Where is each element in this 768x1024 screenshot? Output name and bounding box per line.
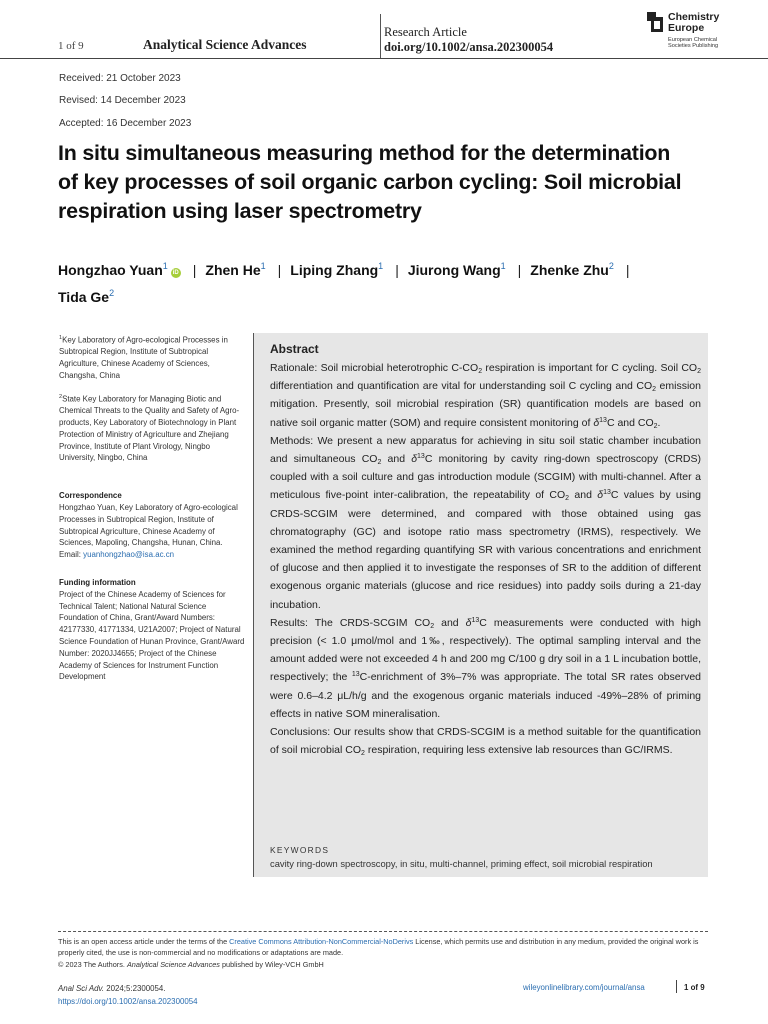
keywords-list: cavity ring-down spectroscopy, in situ, multi-channel, priming effect, soil microbial respiration bbox=[270, 858, 653, 869]
header-doi-link[interactable]: doi.org/10.1002/ansa.202300054 bbox=[384, 40, 554, 54]
correspondence-text: Hongzhao Yuan, Key Laboratory of Agro-ecological Processes in Subtropical Region, Institute of Subtropical Agriculture, Chinese Academy of Sciences, Mapoling, Changsha, Hunan, China. Email: yuanhongzhao@isa.ac.cn bbox=[59, 503, 238, 560]
revised-date: Revised: 14 December 2023 bbox=[59, 95, 186, 106]
abstract-box-border bbox=[253, 333, 254, 877]
author-separator: | bbox=[395, 262, 399, 278]
funding-text: Project of the Chinese Academy of Sciences for Technical Talent; National Natural Science Foundation of China, Grant/Award Numbers: 42177330, 41771334, U21A2007; Project of Natural Science Foundation of Hunan Province, Grant/Award Number: 2020JJ4655; Project of the Chinese Academy of Sciences for Instrument Function Development bbox=[59, 589, 245, 682]
abstract-heading: Abstract bbox=[270, 342, 319, 356]
logo-name-line2: Europe bbox=[668, 22, 705, 34]
page-number: 1 of 9 bbox=[58, 40, 84, 52]
title-line: In situ simultaneous measuring method for the determination bbox=[58, 141, 671, 165]
journal-name: Analytical Science Advances bbox=[143, 37, 307, 52]
author-separator: | bbox=[625, 262, 630, 278]
author[interactable]: Hongzhao Yuan$^1$iD bbox=[58, 261, 179, 278]
title-line: of key processes of soil organic carbon cycling: Soil microbial bbox=[58, 170, 682, 194]
footer-doi-link[interactable]: https://doi.org/10.1002/ansa.202300054 bbox=[58, 997, 198, 1006]
accepted-date: Accepted: 16 December 2023 bbox=[59, 118, 192, 129]
chemistry-europe-logo-icon bbox=[647, 12, 663, 32]
license-link[interactable]: Creative Commons Attribution-NonCommercial-NoDerivs bbox=[229, 937, 414, 946]
author-separator: | bbox=[192, 262, 197, 278]
journal-website-link[interactable]: wileyonlinelibrary.com/journal/ansa bbox=[523, 983, 645, 992]
author[interactable]: Zhen He$^1$ bbox=[205, 261, 266, 278]
header-rule bbox=[0, 58, 768, 59]
abstract-rationale: Rationale: Soil microbial heterotrophic $C-CO_2$ respiration is important for C cycling. Soil $CO_2$ differentiation and quantification are vital for understanding soil C cycling and $CO_2$ emission mitigation. Presently, soil microbial respiration (SR) quantification models are based on native soil organic matter (SOM) and require consistent monitoring of $\delta^{13}C$ and $CO_2$. bbox=[270, 362, 701, 430]
funding-heading: Funding information bbox=[59, 578, 136, 587]
author-separator: | bbox=[277, 262, 282, 278]
author-separator: | bbox=[517, 262, 522, 278]
abstract-results: Results: The CRDS-SCGIM $CO_2$ and $\delta^{13}C$ measurements were conducted with high precision (< 1.0 μmol/mol and 1‰, respectively). The optimal sampling interval and the amount added were not exceeded 4 h and 200 mg C/100 g dry soil in a 1 L incubation bottle, respectively; the $^{13}$C-enrichment of 3%–7% was appropriate. The total SR rates observed were 0.6–4.2 μL/h/g and the exogenous organic materials induced -49%–28% of priming effects in native SOM mineralisation. bbox=[270, 616, 702, 720]
footer-divider bbox=[676, 980, 677, 993]
abstract-methods: Methods: We present a new apparatus for achieving in situ soil static chamber incubation and simultaneous $CO_2$ and $\delta^{13}C$ monitoring by cavity ring-down spectroscopy (CRDS) coupled with a soil culture and gas introduction module (SCGIM) with multi-channel. After a meticulous five-point inter-calibration, the repeatability of $CO_2$ and $\delta^{13}C$ values by using CRDS-SCGIM were determined, and compared with those obtained using gas chromatography (GC) and isotope ratio mass spectrometry (IRMS), respectively. We examined the method regarding quantifying SR with various concentrations and enrichment of glucose and then applied it to investigate the responses of SR to the addition of different exogenous organic materials (glucose and rice residues) into paddy soils during a 21-day incubation. bbox=[270, 434, 701, 611]
footer-page-number: 1 of 9 bbox=[684, 983, 705, 992]
publisher-logo[interactable] bbox=[647, 12, 757, 56]
author[interactable]: Liping Zhang$^1$ bbox=[290, 261, 384, 278]
title-line: respiration using laser spectrometry bbox=[58, 199, 422, 223]
footer-dashed-rule bbox=[58, 931, 708, 932]
article-info-column bbox=[59, 333, 245, 693]
header-divider bbox=[380, 14, 381, 58]
license-notice: This is an open access article under the terms of the Creative Commons Attribution-NonCommercial-NoDerivs License, which permits use and distribution in any medium, provided the original work is properly cited, the use is non-commercial and no modifications or adaptations are made. © 2023 The Authors. Analytical Science Advances published by Wiley-VCH GmbH bbox=[58, 937, 699, 969]
citation: Anal Sci Adv. 2024;5:2300054. https://doi.org/10.1002/ansa.202300054 bbox=[58, 984, 198, 1006]
author[interactable]: Jiurong Wang$^1$ bbox=[407, 261, 506, 278]
abstract-body bbox=[270, 359, 701, 759]
logo-sub-line1: European Chemical bbox=[668, 37, 718, 43]
abstract-conclusions: Conclusions: Our results show that CRDS-SCGIM is a method suitable for the quantification of soil microbial $CO_2$ respiration, requiring less extensive lab resources than GC/IRMS. bbox=[270, 726, 701, 758]
article-type: Research Article bbox=[384, 25, 467, 39]
logo-sub-line2: Societies Publishing bbox=[668, 43, 719, 50]
received-date: Received: 21 October 2023 bbox=[59, 73, 181, 84]
correspondence-heading: Correspondence bbox=[59, 491, 122, 501]
author[interactable]: Tida Ge$^2$ bbox=[58, 288, 115, 305]
orcid-icon[interactable]: iD bbox=[172, 270, 179, 276]
logo-name-line1: Chemistry bbox=[668, 11, 720, 23]
email-link[interactable]: yuanhongzhao@isa.ac.cn bbox=[83, 550, 175, 560]
affiliation: $^2$State Key Laboratory for Managing Biotic and Chemical Threats to the Quality and Safety of Agro-products, Key Laboratory of Biotechnology in Plant Protection of Ministry of Agriculture and Zhejiang Province, Institute of Plant Virology, Ningbo University, Ningbo, China bbox=[59, 393, 240, 463]
keywords-heading: KEYWORDS bbox=[270, 845, 330, 855]
affiliation: $^1$Key Laboratory of Agro-ecological Processes in Subtropical Region, Institute of Subtropical Agriculture, Chinese Academy of Sciences, Changsha, China bbox=[59, 335, 228, 381]
author[interactable]: Zhenke Zhu$^2$ bbox=[530, 261, 614, 278]
article-title bbox=[58, 139, 738, 226]
author-list bbox=[58, 255, 718, 309]
